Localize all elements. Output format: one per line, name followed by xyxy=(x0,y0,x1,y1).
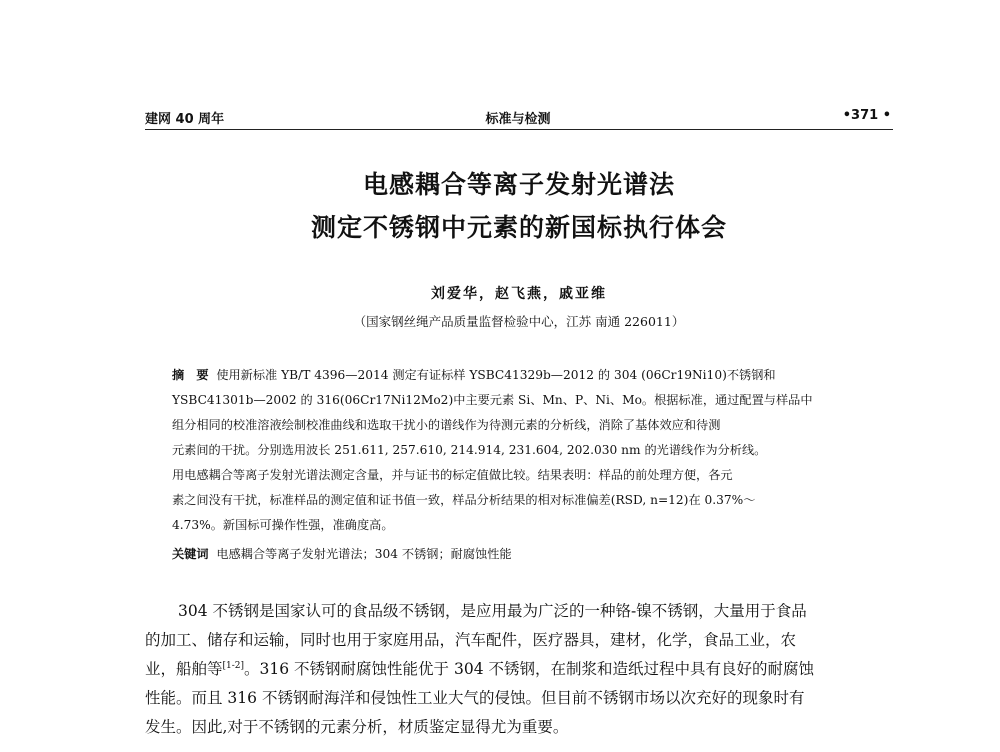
body-line-1: 304 不锈钢是国家认可的食品级不锈钢，是应用最为广泛的一种铬-镍不锈钢，大量用于食品 xyxy=(178,602,807,620)
abstract-text: 使用新标准 YB/T 4396—2014 测定有证标样 YSBC41329b—2012 的 304 (06Cr19Ni10)不锈钢和 xyxy=(216,368,776,382)
body-line-2: 的加工、储存和运输，同时也用于家庭用品，汽车配件，医疗器具，建材，化学，食品工业，农 xyxy=(145,631,797,649)
title-line-1: 电感耦合等离子发射光谱法 xyxy=(362,170,675,199)
authors: 刘爱华，赵飞燕，戚亚维 xyxy=(431,286,607,302)
keywords-label: 关键词 xyxy=(172,547,209,561)
header-rule xyxy=(145,129,893,130)
abstract-line-4: 元素间的干扰。分别选用波长 251.611, 257.610, 214.914, 231.604, 202.030 nm 的光谱线作为分析线。 xyxy=(172,443,767,457)
body-line-5: 发生。因此,对于不锈钢的元素分析，材质鉴定显得尤为重要。 xyxy=(145,718,569,736)
body-line-3 xyxy=(145,657,893,679)
running-header xyxy=(145,108,891,128)
journal-name: 建网 40 周年 xyxy=(145,112,225,127)
affiliation: （国家钢丝绳产品质量监督检验中心，江苏 南通 226011） xyxy=(353,314,685,329)
body-text: 。316 不锈钢耐腐蚀性能优于 304 不锈钢，在制浆和造纸过程中具有良好的耐腐蚀 xyxy=(244,660,814,678)
abstract-line-1 xyxy=(172,366,872,383)
keywords-line xyxy=(172,545,872,562)
abstract-line-7: 4.73%。新国标可操作性强，准确度高。 xyxy=(172,518,394,532)
abstract-line-3: 组分相同的校准溶液绘制校准曲线和选取干扰小的谱线作为待测元素的分析线，消除了基体效应和待测 xyxy=(172,418,721,432)
page-number: •371 • xyxy=(842,108,891,123)
abstract-label: 摘 要 xyxy=(172,368,209,382)
body-text: 业，船舶等 xyxy=(145,660,223,678)
title-line-2: 测定不锈钢中元素的新国标执行体会 xyxy=(310,213,727,242)
section-name: 标准与检测 xyxy=(485,112,551,127)
abstract-line-6: 素之间没有干扰，标准样品的测定值和证书值一致，样品分析结果的相对标准偏差(RSD, n=12)在 0.37%～ xyxy=(172,493,756,507)
keywords-text: 电感耦合等离子发射光谱法；304 不锈钢；耐腐蚀性能 xyxy=(216,547,512,561)
citation-ref: [1-2] xyxy=(222,660,245,671)
abstract-line-5: 用电感耦合等离子发射光谱法测定含量，并与证书的标定值做比较。结果表明：样品的前处理方便，各元 xyxy=(172,468,733,482)
abstract-line-2: YSBC41301b—2002 的 316(06Cr17Ni12Mo2)中主要元素 Si、Mn、P、Ni、Mo。根据标准，通过配置与样品中 xyxy=(172,393,813,407)
body-line-4: 性能。而且 316 不锈钢耐海洋和侵蚀性工业大气的侵蚀。但目前不锈钢市场以次充好的现象时有 xyxy=(145,689,805,707)
